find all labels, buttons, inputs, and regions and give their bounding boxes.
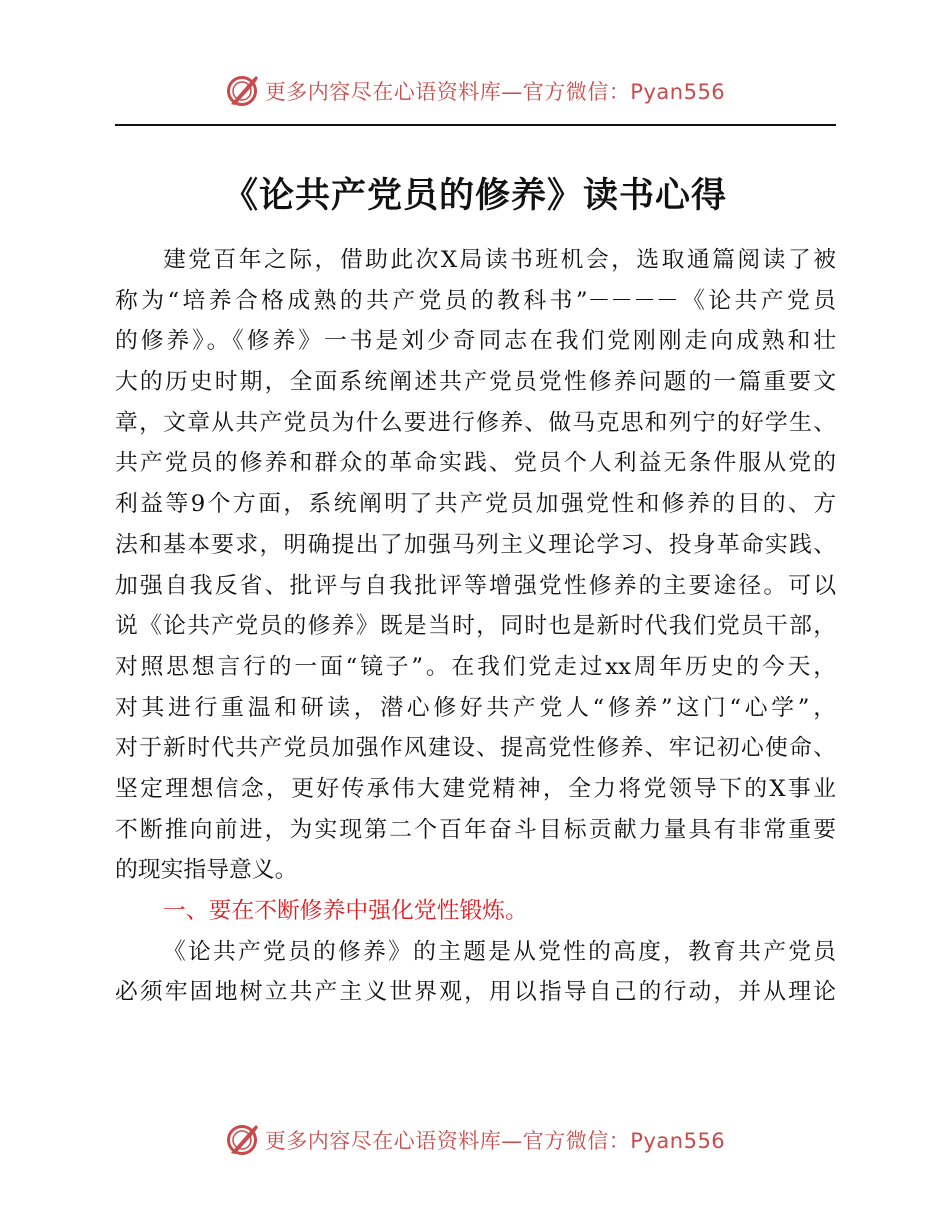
paragraph-line: 共产党员的修养和群众的革命实践、党员个人利益无条件服从党的 — [115, 450, 836, 477]
paragraph-line: 说《论共产党员的修养》既是当时，同时也是新时代我们党员干部， — [115, 613, 836, 640]
section-heading: 一、要在不断修养中强化党性锻炼。 — [163, 898, 528, 924]
paragraph-line: 的修养》。《修养》一书是刘少奇同志在我们党刚刚走向成熟和壮 — [115, 328, 836, 355]
footer-banner-text: 更多内容尽在心语资料库—官方微信：Pyan556 — [264, 1129, 726, 1153]
paragraph-line: 章，文章从共产党员为什么要进行修养、做马克思和列宁的好学生、 — [115, 409, 836, 436]
quill-emblem-icon — [225, 74, 259, 108]
paragraph-line: 大的历史时期，全面系统阐述共产党员党性修养问题的一篇重要文 — [115, 369, 836, 396]
paragraph-line: 必须牢固地树立共产主义世界观，用以指导自己的行动，并从理论 — [115, 979, 836, 1006]
paragraph-line: 对照思想言行的一面“镜子”。在我们党走过xx周年历史的今天， — [115, 653, 836, 680]
paragraph-line: 不断推向前进，为实现第二个百年奋斗目标贡献力量具有非常重要 — [115, 816, 836, 843]
paragraph-line: 加强自我反省、批评与自我批评等增强党性修养的主要途径。可以 — [115, 572, 836, 599]
document-body — [115, 240, 836, 1013]
document-title: 《论共产党员的修养》读书心得 — [222, 176, 727, 216]
header-banner-text: 更多内容尽在心语资料库—官方微信：Pyan556 — [264, 80, 726, 104]
paragraph-line: 法和基本要求，明确提出了加强马列主义理论学习、投身革命实践、 — [115, 531, 836, 558]
header-banner — [0, 71, 950, 111]
paragraph-line: 对其进行重温和研读，潜心修好共产党人“修养”这门“心学”， — [115, 694, 836, 721]
paragraph-line: 的现实指导意义。 — [115, 857, 298, 884]
paragraph-line: 坚定理想信念，更好传承伟大建党精神，全力将党领导下的X事业 — [115, 775, 836, 802]
paragraph-line: 《论共产党员的修养》的主题是从党性的高度，教育共产党员 — [163, 938, 836, 965]
footer-banner — [0, 1120, 950, 1160]
quill-emblem-icon — [225, 1123, 259, 1157]
paragraph-line: 建党百年之际，借助此次X局读书班机会，选取通篇阅读了被 — [163, 247, 836, 273]
paragraph-line: 称为“培养合格成熟的共产党员的教科书”－－－－《论共产党员 — [115, 287, 836, 314]
header-divider — [115, 124, 836, 126]
paragraph-line: 对于新时代共产党员加强作风建设、提高党性修养、牢记初心使命、 — [115, 735, 836, 762]
paragraph-line: 利益等9个方面，系统阐明了共产党员加强党性和修养的目的、方 — [115, 491, 836, 518]
